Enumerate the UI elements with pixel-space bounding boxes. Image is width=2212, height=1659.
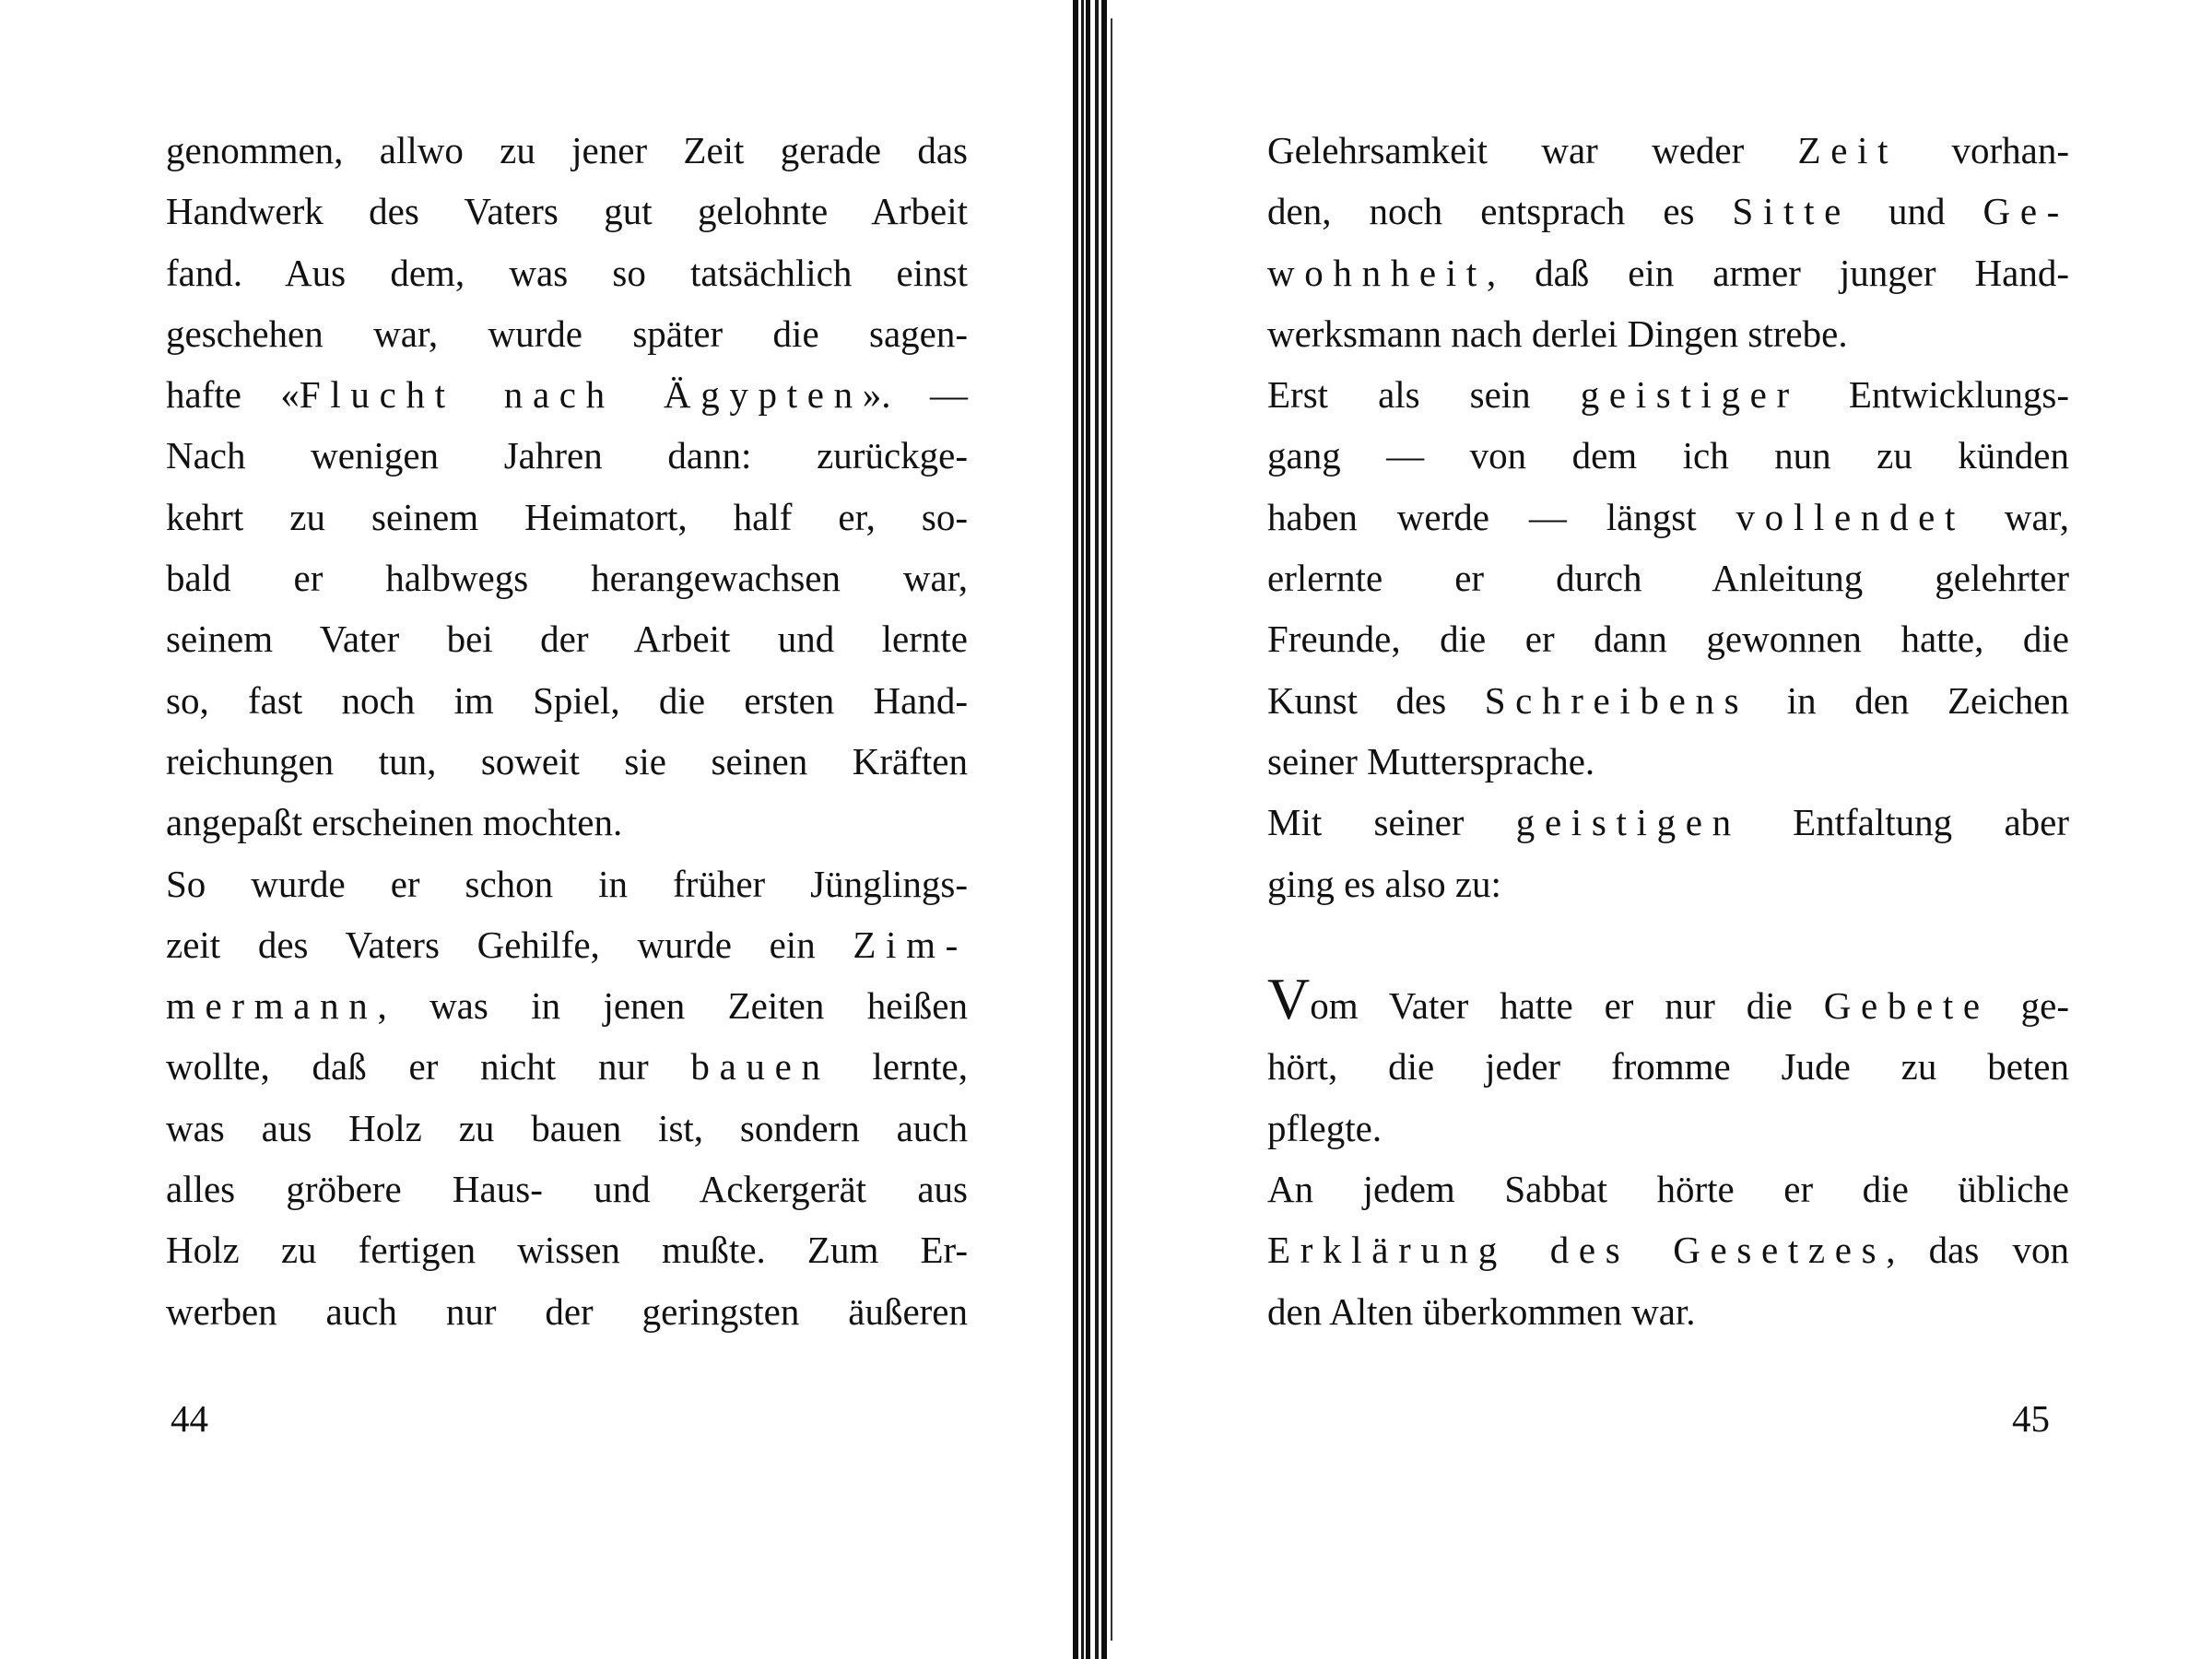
text-run: zeit des Vaters Gehilfe, wurde ein — [166, 923, 853, 966]
page-number-left: 44 — [171, 1397, 208, 1440]
text-line — [166, 1036, 968, 1097]
text-line: werksmann nach derlei Dingen strebe. — [1267, 312, 1848, 355]
text-line — [166, 914, 968, 975]
spaced-emphasis: Erklärung des Gesetzes — [1267, 1229, 1887, 1272]
text-line: kehrt zu seinem Heimatort, half er, so- — [166, 495, 968, 538]
text-run: Gelehrsamkeit war weder — [1267, 129, 1798, 171]
text-run: Erst als sein — [1267, 373, 1581, 417]
spaced-emphasis: Zim- — [853, 923, 968, 966]
text-line: was aus Holz zu bauen ist, sondern auch — [166, 1106, 968, 1149]
text-run: und — [1850, 190, 1983, 233]
right-page — [1267, 120, 2069, 1342]
text-line: fand. Aus dem, was so tatsächlich einst — [166, 251, 968, 294]
text-run: ge- — [1989, 984, 2069, 1028]
text-run: in den Zeichen — [1748, 678, 2069, 722]
text-run: Kunst des — [1267, 678, 1485, 722]
text-line: geschehen war, wurde später die sagen- — [166, 312, 968, 355]
text-line — [1267, 364, 2069, 425]
text-line — [1267, 792, 2069, 853]
text-run: , was in jenen Zeiten heißen — [377, 984, 968, 1028]
text-line: An jedem Sabbat hörte er die übliche — [1267, 1168, 2069, 1211]
gutter-line — [1095, 0, 1099, 1659]
text-run: , das von — [1886, 1229, 2069, 1272]
text-line — [166, 364, 968, 425]
text-line: erlernte er durch Anleitung gelehrter — [1267, 557, 2069, 600]
gutter-line — [1111, 18, 1112, 1641]
text-line — [1267, 181, 2069, 241]
text-line: Nach wenigen Jahren dann: zurückge- — [166, 434, 968, 477]
text-line: Holz zu fertigen wissen mußte. Zum Er- — [166, 1229, 968, 1272]
text-line: angepaßt erscheinen mochten. — [166, 801, 623, 844]
text-line: So wurde er schon in früher Jünglings- — [166, 862, 968, 905]
gutter-line — [1073, 0, 1078, 1659]
text-line: den Alten überkommen war. — [1267, 1289, 1696, 1333]
spaced-emphasis: geistiger — [1580, 373, 1799, 417]
book-gutter — [1060, 0, 1124, 1659]
text-line: hört, die jeder fromme Jude zu beten — [1267, 1045, 2069, 1088]
text-run: war, — [1965, 495, 2069, 538]
text-line: seinem Vater bei der Arbeit und lernte — [166, 618, 968, 661]
spaced-emphasis: bauen — [690, 1045, 830, 1088]
gutter-line — [1086, 0, 1090, 1659]
paragraph-gap — [1267, 914, 2069, 975]
text-line: reichungen tun, soweit sie seinen Kräften — [166, 739, 968, 782]
text-line: bald er halbwegs herangewachsen war, — [166, 557, 968, 600]
spaced-emphasis: Schreibens — [1484, 678, 1749, 722]
spaced-emphasis: Zeit — [1797, 129, 1899, 171]
gutter-line — [1101, 0, 1107, 1659]
text-line — [1267, 120, 2069, 181]
text-run: vorhan- — [1898, 129, 2069, 171]
text-run: den, noch entsprach es — [1267, 190, 1733, 233]
text-run: Mit seiner — [1267, 801, 1516, 844]
spaced-emphasis: Flucht nach Ägypten — [299, 373, 863, 417]
text-run: haben werde — längst — [1267, 495, 1736, 538]
spaced-emphasis: Sitte — [1732, 190, 1851, 233]
text-line: ging es also zu: — [1267, 862, 1501, 905]
drop-cap: V — [1267, 966, 1311, 1032]
spaced-emphasis: geistigen — [1515, 801, 1741, 844]
spaced-emphasis: vollendet — [1735, 495, 1966, 538]
spaced-emphasis: Gebete — [1823, 984, 1990, 1028]
gutter-line — [1081, 0, 1084, 1659]
text-run: Entfaltung aber — [1740, 801, 2070, 844]
text-line — [166, 975, 968, 1036]
text-line — [1267, 670, 2069, 731]
text-line: Freunde, die er dann gewonnen hatte, die — [1267, 618, 2069, 661]
text-line: so, fast noch im Spiel, die ersten Hand- — [166, 678, 968, 722]
text-run: ». — — [862, 373, 968, 417]
text-run: om Vater hatte er nur die — [1310, 984, 1824, 1028]
left-page — [166, 120, 968, 1342]
text-line: genommen, allwo zu jener Zeit gerade das — [166, 129, 968, 171]
text-run: wollte, daß er nicht nur — [166, 1045, 691, 1088]
text-line: pflegte. — [1267, 1106, 1382, 1149]
page-number-right: 45 — [2012, 1397, 2050, 1440]
text-line: gang — von dem ich nun zu künden — [1267, 434, 2069, 477]
text-run: hafte « — [166, 373, 300, 417]
spaced-emphasis: mermann — [166, 984, 378, 1028]
text-line — [1267, 1219, 2069, 1280]
text-run: Entwicklungs- — [1798, 373, 2070, 417]
text-run: , daß ein armer junger Hand- — [1486, 251, 2069, 294]
spaced-emphasis: wohnheit — [1267, 251, 1487, 294]
text-line — [1267, 966, 2069, 1036]
text-line — [1267, 487, 2069, 547]
text-line — [1267, 242, 2069, 303]
spaced-emphasis: Ge- — [1983, 190, 2069, 233]
text-run: lernte, — [830, 1045, 968, 1088]
text-line: alles gröbere Haus- und Ackergerät aus — [166, 1168, 968, 1211]
text-line: seiner Muttersprache. — [1267, 739, 1595, 782]
text-line: werben auch nur der geringsten äußeren — [166, 1289, 968, 1333]
text-line: Handwerk des Vaters gut gelohnte Arbeit — [166, 190, 968, 233]
